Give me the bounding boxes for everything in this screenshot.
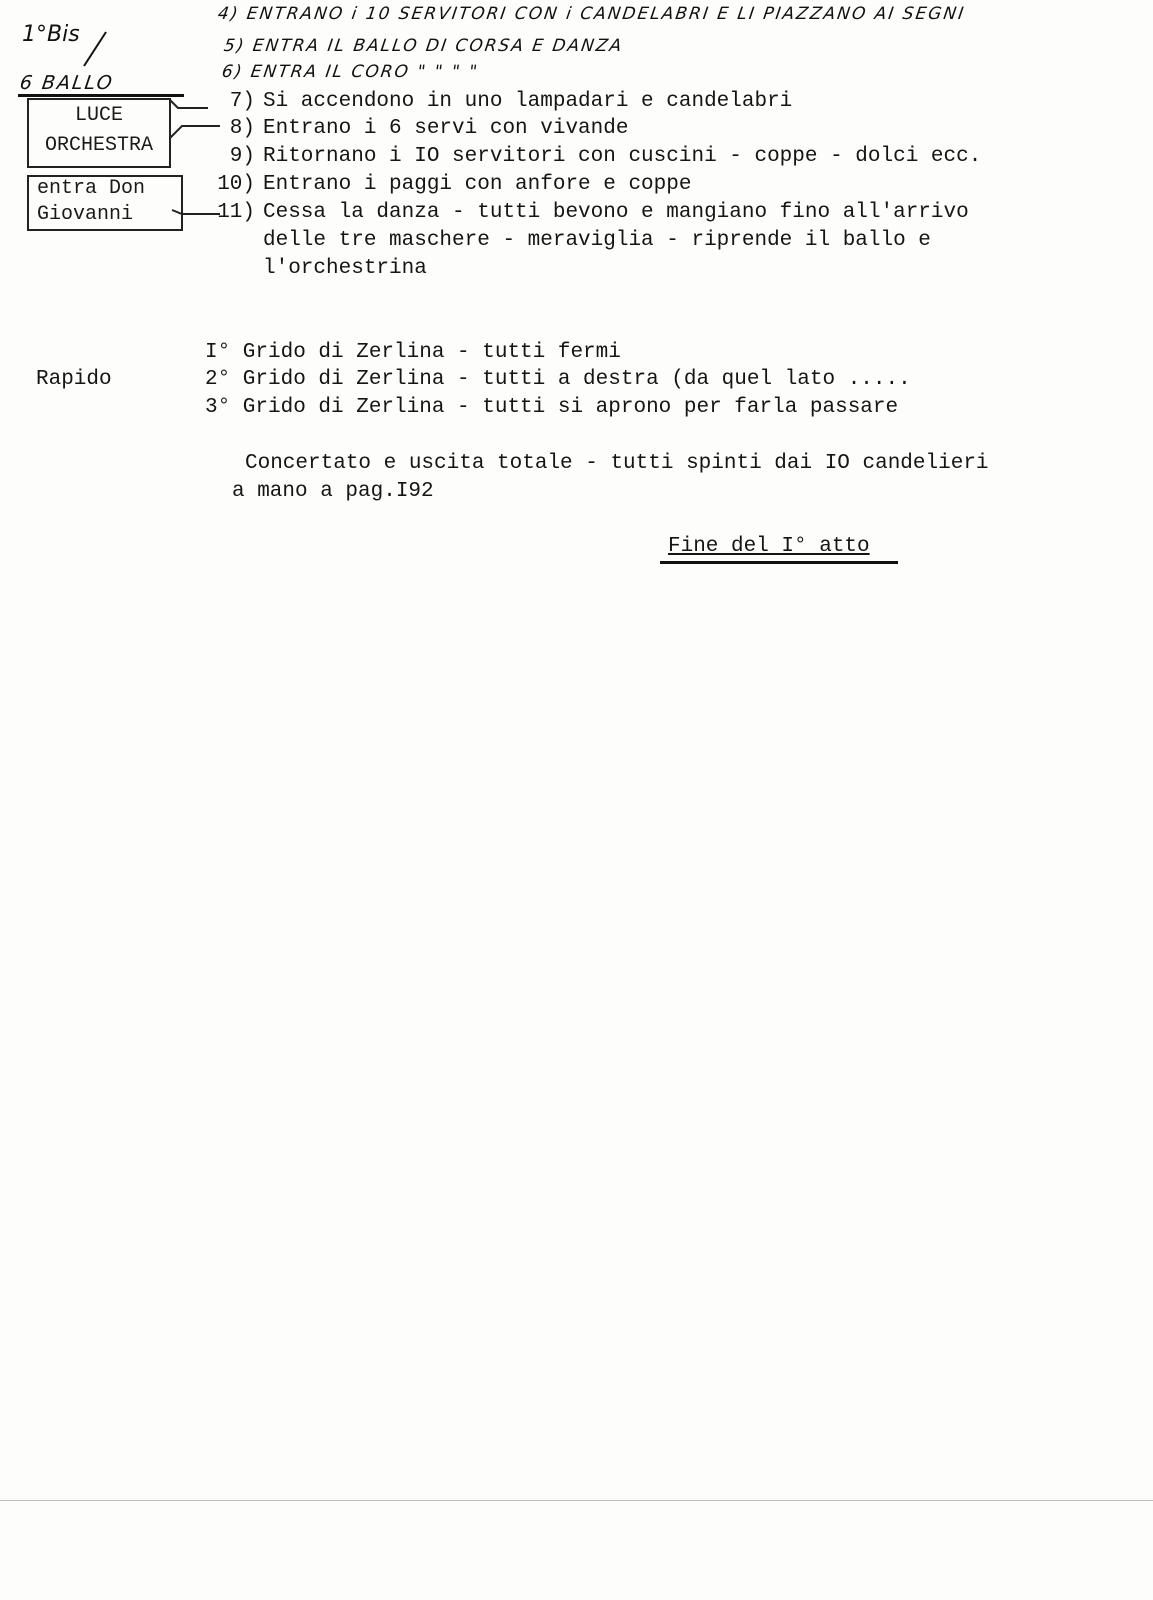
item-7: 7) Si accendono in uno lampadari e candelabri xyxy=(229,90,793,113)
fine-atto: Fine del I° atto xyxy=(668,535,870,558)
item-8: 8) Entrano i 6 servi con vivande xyxy=(229,117,629,140)
luce-label: LUCE xyxy=(74,104,123,127)
concertato-line-1: Concertato e uscita totale - tutti spinti dai IO candelieri xyxy=(245,452,989,475)
item-11-continued: delle tre maschere - meraviglia - riprende il ballo e xyxy=(263,229,931,252)
luce-orchestra-box xyxy=(27,98,171,168)
grido-line-2: 2° Grido di Zerlina - tutti a destra (da quel lato ..... xyxy=(205,368,911,391)
ballo-label: 6 BALLO xyxy=(18,72,116,94)
orchestra-label: ORCHESTRA xyxy=(44,134,154,157)
item-10: 10) Entrano i paggi con anfore e coppe xyxy=(217,173,692,196)
corner-slash-icon xyxy=(80,30,110,70)
item-11: 11) Cessa la danza - tutti bevono e mangiano fino all'arrivo xyxy=(217,201,969,224)
bottom-rule xyxy=(0,1500,1153,1501)
handwritten-line-6: 6) ENTRA IL CORO " " " " xyxy=(220,62,481,82)
fine-underline xyxy=(660,561,898,564)
entra-don-label: entra Don xyxy=(37,177,146,200)
item-11-continued-2: l'orchestrina xyxy=(263,257,427,280)
item-9: 9) Ritornano i IO servitori con cuscini - coppe - dolci ecc. xyxy=(229,145,982,168)
grido-line-3: 3° Grido di Zerlina - tutti si aprono per farla passare xyxy=(205,396,899,419)
giovanni-label: Giovanni xyxy=(37,203,134,226)
handwritten-line-4: 4) ENTRANO i 10 SERVITORI CON i CANDELABRI E LI PIAZZANO AI SEGNI xyxy=(216,4,967,24)
corner-note: 1°Bis xyxy=(22,22,80,47)
handwritten-line-5: 5) ENTRA IL BALLO DI CORSA E DANZA xyxy=(222,36,625,56)
grido-line-1: I° Grido di Zerlina - tutti fermi xyxy=(205,341,621,364)
rapido-label: Rapido xyxy=(36,368,112,391)
concertato-line-2: a mano a pag.I92 xyxy=(232,480,434,503)
